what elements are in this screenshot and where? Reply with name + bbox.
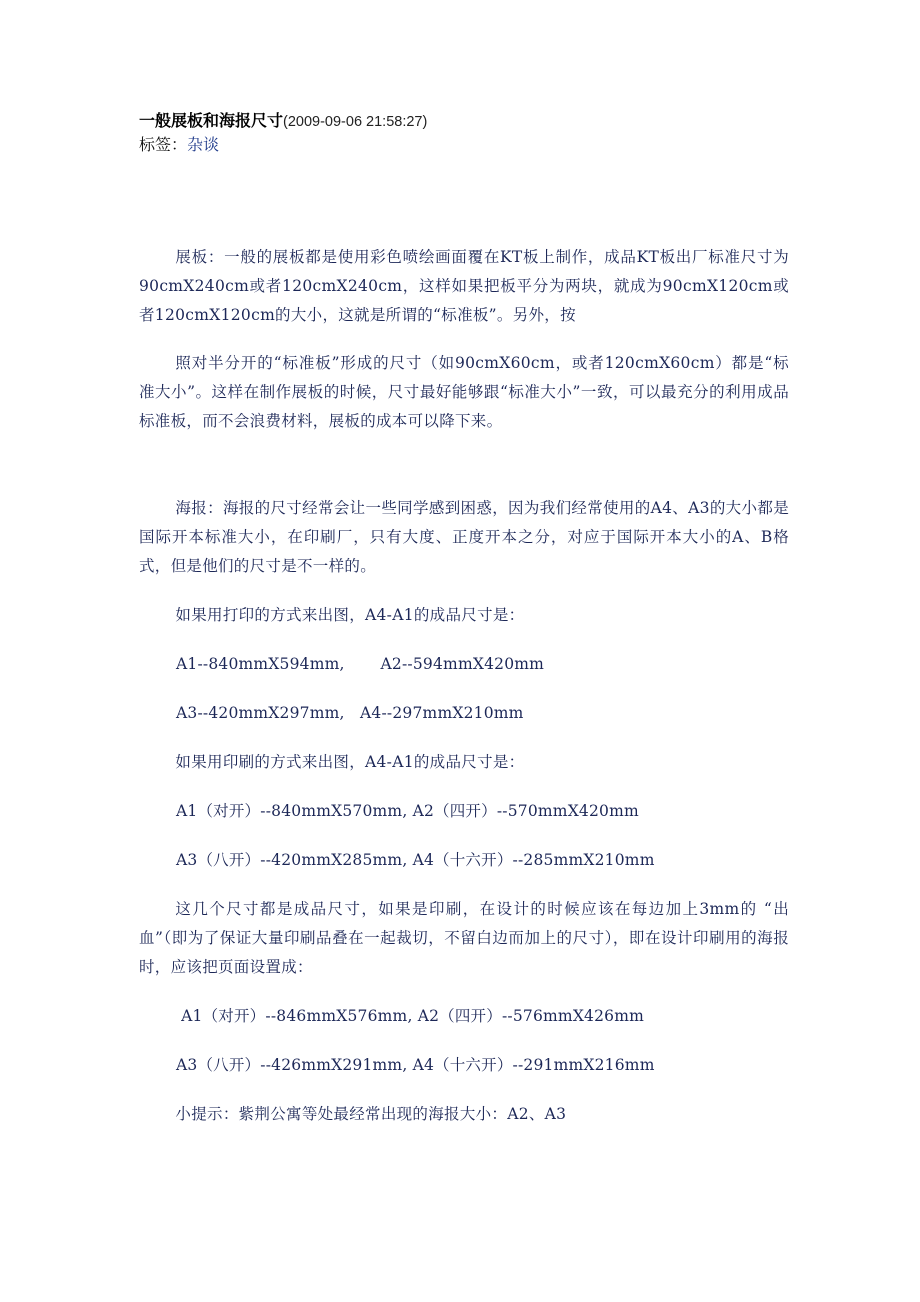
- setup-sizes-line-2: A3（八开）--426mmX291mm, A4（十六开）--291mmX216mm: [176, 1056, 655, 1074]
- press-intro: 如果用印刷的方式来出图，A4-A1的成品尺寸是：: [175, 753, 525, 771]
- post-date: (2009-09-06 21:58:27): [283, 114, 428, 130]
- bleed-paragraph: 这几个尺寸都是成品尺寸，如果是印刷，在设计的时候应该在每边加上3mm的 “出血”（即为了保证大量印刷品叠在一起裁切，不留白边而加上的尺寸），即在设计印刷用的海报时，应该把页面设置成：: [139, 900, 789, 976]
- press-sizes-line-1: A1（对开）--840mmX570mm, A2（四开）--570mmX420mm: [176, 802, 639, 820]
- print-sizes-line-2: A3--420mmX297mm, A4--297mmX210mm: [176, 704, 524, 722]
- press-sizes-line-2: A3（八开）--420mmX285mm, A4（十六开）--285mmX210mm: [176, 851, 655, 869]
- print-sizes-line-1: A1--840mmX594mm, A2--594mmX420mm: [176, 655, 545, 673]
- board-paragraph-2: 照对半分开的“标准板”形成的尺寸（如90cmX60cm，或者120cmX60cm）都是“标准大小”。这样在制作展板的时候，尺寸最好能够跟“标准大小”一致，可以最充分的利用成品标准板，而不会浪费材料，展板的成本可以降下来。: [139, 354, 789, 430]
- tip-paragraph: 小提示：紫荆公寓等处最经常出现的海报大小：A2、A3: [175, 1105, 567, 1123]
- board-paragraph-1: 展板：一般的展板都是使用彩色喷绘画面覆在KT板上制作，成品KT板出厂标准尺寸为90cmX240cm或者120cmX240cm，这样如果把板平分为两块，就成为90cmX120cm或者120cmX120cm的大小，这就是所谓的“标准板”。另外，按: [139, 248, 789, 324]
- setup-sizes-line-1: A1（对开）--846mmX576mm, A2（四开）--576mmX426mm: [176, 1007, 645, 1025]
- tag-line: [139, 134, 789, 158]
- post-title: 一般展板和海报尺寸: [139, 113, 284, 130]
- poster-paragraph: 海报：海报的尺寸经常会让一些同学感到困惑，因为我们经常使用的A4、A3的大小都是国际开本标准大小，在印刷厂，只有大度、正度开本之分，对应于国际开本大小的A、B格式，但是他们的尺寸是不一样的。: [139, 499, 789, 575]
- post-header: [139, 110, 789, 134]
- document-page: [139, 110, 789, 1129]
- tag-label: 标签：: [139, 137, 188, 154]
- print-intro: 如果用打印的方式来出图，A4-A1的成品尺寸是：: [175, 606, 525, 624]
- tag-link[interactable]: 杂谈: [187, 137, 220, 154]
